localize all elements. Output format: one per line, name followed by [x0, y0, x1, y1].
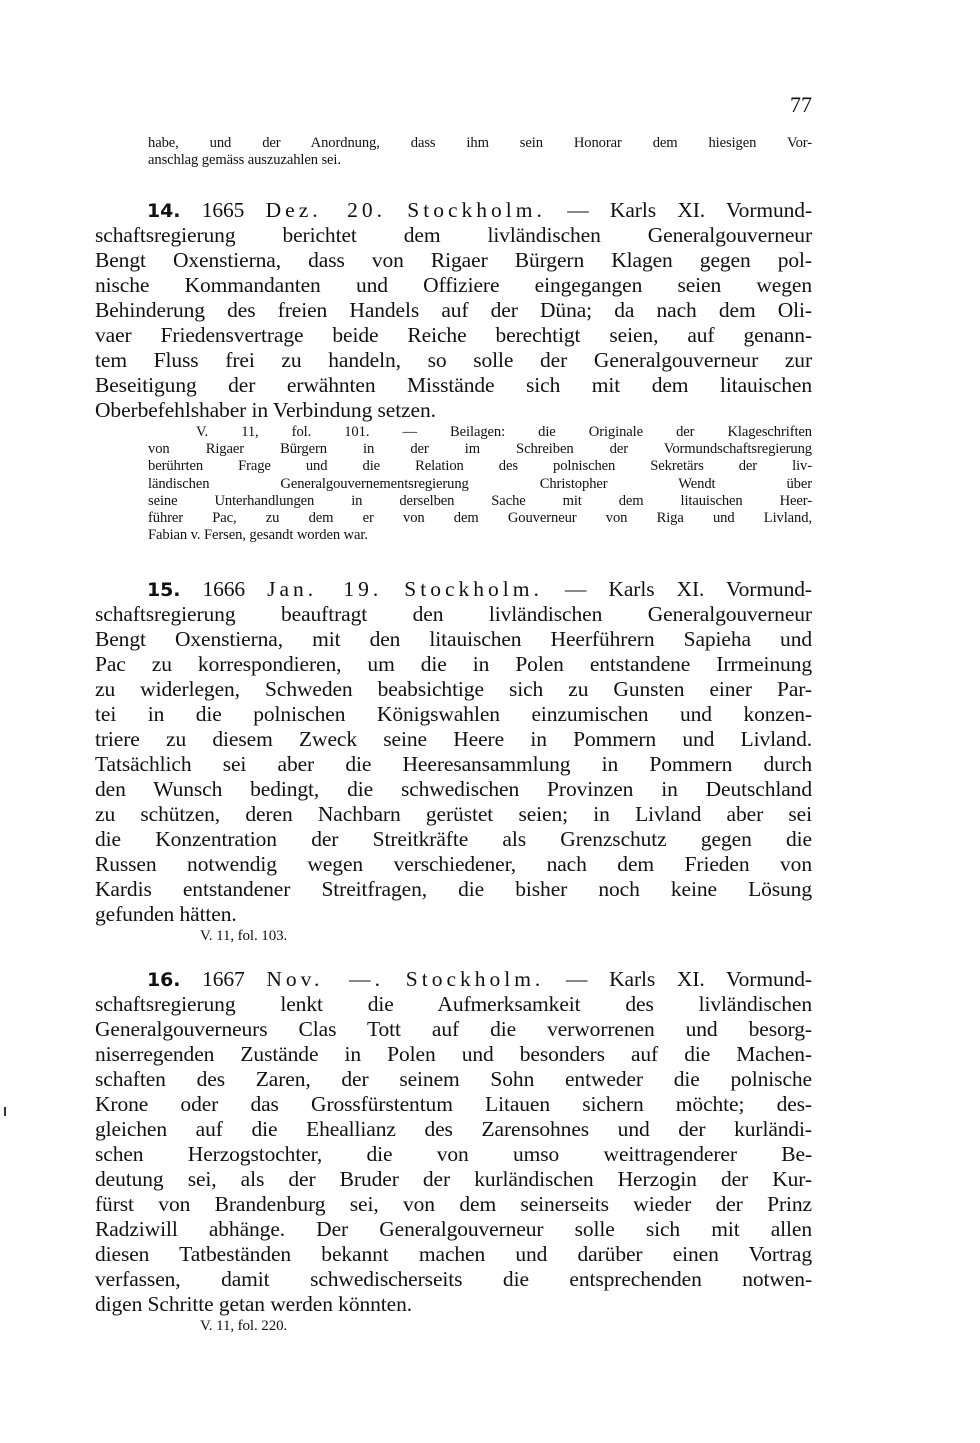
text-line: habe, und der Anordnung, dass ihm sein Honorar dem hiesigen Vor-: [148, 135, 812, 151]
text-line: zu widerlegen, Schweden beabsichtige sich zu Gunsten einer Par-: [95, 677, 812, 701]
text-line: Bengt Oxenstierna, mit den litauischen Heerführern Sapieha und: [95, 627, 812, 651]
text-line: Generalgouverneurs Clas Tott auf die verworrenen und besorg-: [95, 1017, 812, 1041]
entry-head-rest: — Karls XI. Vormund-: [566, 967, 812, 991]
note-line: berührten Frage und die Relation des polnischen Sekretärs der liv-: [148, 458, 812, 475]
entry-year: 1667: [202, 967, 245, 991]
text-line: den Wunsch bedingt, die schwedischen Provinzen in Deutschland: [95, 777, 812, 801]
text-line: die Konzentration der Streitkräfte als Grenzschutz gegen die: [95, 827, 812, 851]
text-line: schaften des Zaren, der seinem Sohn entweder die polnische: [95, 1067, 812, 1091]
entry-number: 15.: [147, 579, 181, 601]
archive-reference: V. 11, fol. 220.: [200, 1318, 288, 1334]
text-line: Kardis entstandener Streitfragen, die bisher noch keine Lösung: [95, 877, 812, 901]
text-line: fürst von Brandenburg sei, von dem seinerseits wieder der Prinz: [95, 1192, 812, 1216]
text-line: tem Fluss frei zu handeln, so solle der Generalgouverneur zur: [95, 348, 812, 372]
entry-date: Nov. —.: [266, 967, 385, 991]
entry-place: Stockholm.: [404, 577, 543, 601]
entry-14: [95, 198, 812, 423]
margin-mark: [4, 1107, 6, 1116]
note-line: von Rigaer Bürgern in der im Schreiben der Vormundschaftsregierung: [148, 441, 812, 458]
archive-reference: V. 11, fol. 103.: [200, 928, 288, 944]
text-line: niserregenden Zustände in Polen und besonders auf die Machen-: [95, 1042, 812, 1066]
entry-heading: [95, 198, 812, 223]
text-line: schaftsregierung beauftragt den livländischen Generalgouverneur: [95, 602, 812, 626]
note-line: V. 11, fol. 101. — Beilagen: die Originale der Klageschriften: [196, 424, 812, 440]
entry-15: [95, 577, 812, 945]
text-line: schen Herzogstochter, die von umso weittragenderer Be-: [95, 1142, 812, 1166]
entry-place: Stockholm.: [405, 967, 545, 991]
text-line: triere zu diesem Zweck seine Heere in Pommern und Livland.: [95, 727, 812, 751]
entry-year: 1665: [201, 198, 245, 222]
text-line: zu schützen, deren Nachbarn gerüstet seien; in Livland aber sei: [95, 802, 812, 826]
text-line: vaer Friedensvertrage beide Reiche berechtigt seien, auf genann-: [95, 323, 812, 347]
entry-year: 1666: [202, 577, 246, 601]
text-line: Bengt Oxenstierna, dass von Rigaer Bürgern Klagen gegen pol-: [95, 248, 812, 272]
text-line: gleichen auf die Eheallianz des Zarensohnes und der kurländi-: [95, 1117, 812, 1141]
entry-number: 16.: [147, 969, 181, 991]
text-line: tei in die polnischen Königswahlen einzumischen und konzen-: [95, 702, 812, 726]
entry-heading: [95, 577, 812, 602]
text-line: Krone oder das Grossfürstentum Litauen sichern möchte; des-: [95, 1092, 812, 1116]
text-line: verfassen, damit schwedischerseits die entsprechenden notwen-: [95, 1267, 812, 1291]
entry-16: [95, 967, 812, 1335]
note-line: Fabian v. Fersen, gesandt worden war.: [148, 527, 368, 544]
note-line: seine Unterhandlungen in derselben Sache mit dem litauischen Heer-: [148, 492, 812, 509]
entry-head-rest: — Karls XI. Vormund-: [564, 577, 812, 601]
text-line: Beseitigung der erwähnten Misstände sich mit dem litauischen: [95, 373, 812, 397]
text-line: anschlag gemäss auszuzahlen sei.: [148, 152, 341, 169]
text-line: Radziwill abhänge. Der Generalgouverneur solle sich mit allen: [95, 1217, 812, 1241]
page-number: 77: [790, 92, 812, 117]
text-line: deutung sei, als der Bruder der kurländischen Herzogin der Kur-: [95, 1167, 812, 1191]
text-line: nische Kommandanten und Offiziere eingegangen seien wegen: [95, 273, 812, 297]
text-line: schaftsregierung berichtet dem livländischen Generalgouverneur: [95, 223, 812, 247]
entry-14-note: [148, 424, 812, 544]
entry-place: Stockholm.: [407, 198, 546, 222]
entry-date: Dez. 20.: [265, 198, 386, 222]
text-line: Behinderung des freien Handels auf der Düna; da nach dem Oli-: [95, 298, 812, 322]
note-line: führer Pac, zu dem er von dem Gouverneur von Riga und Livland,: [148, 509, 812, 526]
text-line: digen Schritte getan werden könnten.: [95, 1292, 413, 1316]
text-line: schaftsregierung lenkt die Aufmerksamkeit des livländischen: [95, 992, 812, 1016]
entry-number: 14.: [147, 200, 181, 222]
text-line: diesen Tatbeständen bekannt machen und darüber einen Vortrag: [95, 1242, 812, 1266]
intro-paragraph: [148, 135, 812, 169]
text-line: Tatsächlich sei aber die Heeresansammlung in Pommern durch: [95, 752, 812, 776]
entry-date: Jan. 19.: [267, 577, 383, 601]
note-line: ländischen Generalgouvernementsregierung Christopher Wendt über: [148, 475, 812, 492]
text-line: Russen notwendig wegen verschiedener, nach dem Frieden von: [95, 852, 812, 876]
entry-heading: [95, 967, 812, 992]
text-line: gefunden hätten.: [95, 902, 237, 926]
text-line: Oberbefehlshaber in Verbindung setzen.: [95, 398, 436, 422]
entry-head-rest: — Karls XI. Vormund-: [567, 198, 813, 222]
text-line: Pac zu korrespondieren, um die in Polen entstandene Irrmeinung: [95, 652, 812, 676]
